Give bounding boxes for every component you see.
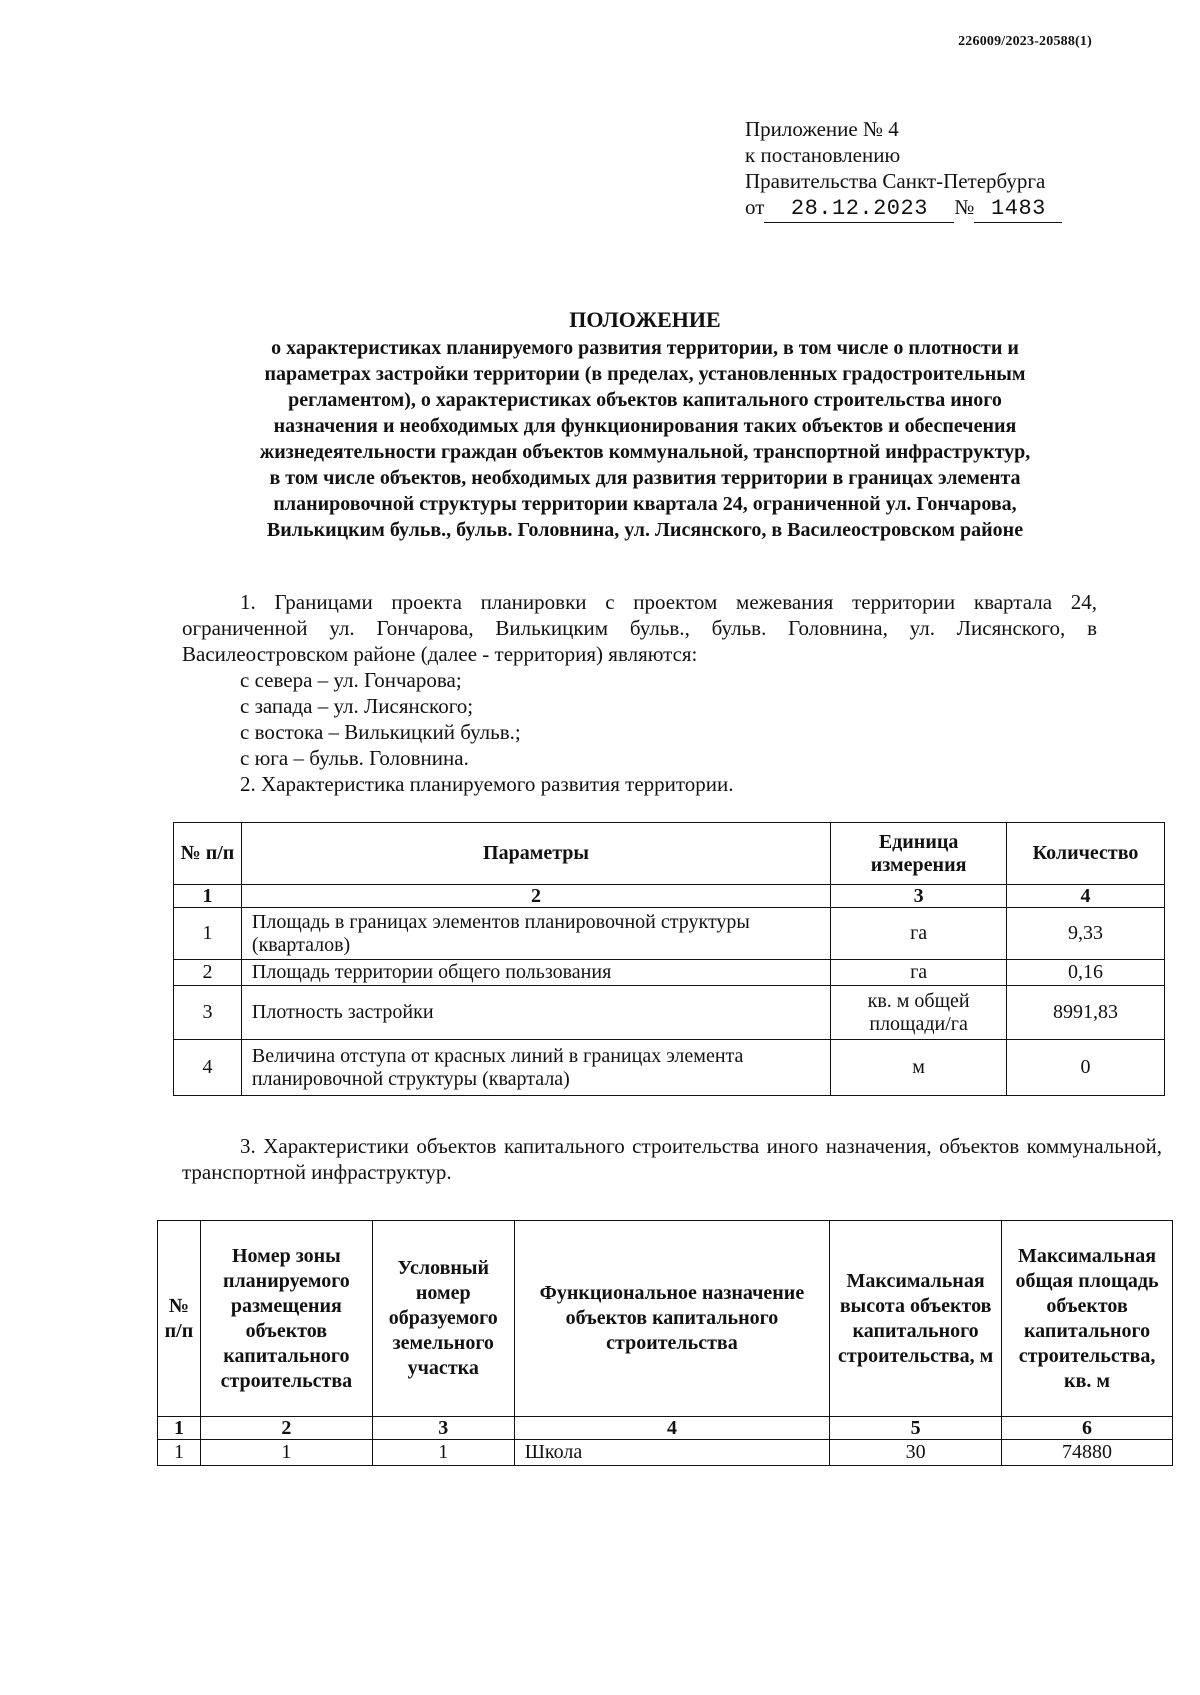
row-number: 1 bbox=[158, 1440, 201, 1466]
column-number: 2 bbox=[241, 885, 830, 908]
row-purpose: Школа bbox=[514, 1440, 829, 1466]
decree-number: 1483 bbox=[974, 196, 1062, 223]
column-number: 4 bbox=[1007, 885, 1165, 908]
section-2-paragraph: 2. Характеристика планируемого развития территории. bbox=[240, 772, 734, 796]
boundary-north: с севера – ул. Гончарова; bbox=[240, 668, 462, 692]
title-heading: ПОЛОЖЕНИЕ bbox=[569, 307, 721, 332]
row-number: 2 bbox=[174, 960, 242, 986]
column-number: 5 bbox=[830, 1417, 1002, 1440]
title-line: планировочной структуры территории квартала 24, ограниченной ул. Гончарова, bbox=[273, 493, 1017, 515]
number-label: № bbox=[954, 195, 975, 219]
row-parameter: Плотность застройки bbox=[241, 986, 830, 1040]
table-row bbox=[174, 908, 1165, 960]
column-numbering-row bbox=[158, 1417, 1173, 1440]
row-quantity: 9,33 bbox=[1007, 908, 1165, 960]
row-parameter: Площадь территории общего пользования bbox=[241, 960, 830, 986]
appendix-line-2: к постановлению bbox=[745, 143, 901, 167]
boundary-east: с востока – Вилькицкий бульв.; bbox=[240, 720, 521, 744]
development-parameters-table bbox=[173, 822, 1165, 1096]
document-title bbox=[195, 305, 1095, 543]
title-line: жизнедеятельности граждан объектов коммунальной, транспортной инфраструктур, bbox=[259, 441, 1031, 463]
col-header-number: № п/п bbox=[174, 823, 242, 885]
column-number: 3 bbox=[831, 885, 1007, 908]
col-header-plot: Условный номер образуемого земельного участка bbox=[372, 1221, 514, 1417]
title-line: параметрах застройки территории (в пределах, установленных градостроительным bbox=[264, 363, 1026, 385]
title-line: в том числе объектов, необходимых для развития территории в границах элемента bbox=[269, 467, 1021, 489]
row-unit: га bbox=[831, 908, 1007, 960]
appendix-date-number-line bbox=[745, 194, 1062, 223]
column-number: 3 bbox=[372, 1417, 514, 1440]
table-header-row bbox=[158, 1221, 1173, 1417]
appendix-line-1: Приложение № 4 bbox=[745, 117, 899, 141]
row-unit: кв. м общей площади/га bbox=[831, 986, 1007, 1040]
title-line: Вилькицким бульв., бульв. Головнина, ул. Лисянского, в Василеостровском районе bbox=[266, 519, 1024, 541]
row-max-area: 74880 bbox=[1002, 1440, 1173, 1466]
row-quantity: 0,16 bbox=[1007, 960, 1165, 986]
table-row bbox=[174, 1040, 1165, 1096]
title-line: регламентом), о характеристиках объектов капитального строительства иного bbox=[288, 389, 1002, 411]
section-3-paragraph: 3. Характеристики объектов капитального строительства иного назначения, объектов коммунальной, транспортной инфраструктур. bbox=[182, 1134, 1162, 1184]
capital-construction-table bbox=[157, 1220, 1173, 1466]
row-quantity: 8991,83 bbox=[1007, 986, 1165, 1040]
row-max-height: 30 bbox=[830, 1440, 1002, 1466]
table-row bbox=[158, 1440, 1173, 1466]
appendix-block bbox=[745, 116, 1062, 223]
decree-date: 28.12.2023 bbox=[764, 196, 954, 223]
col-header-purpose: Функциональное назначение объектов капитального строительства bbox=[514, 1221, 829, 1417]
row-unit: м bbox=[831, 1040, 1007, 1096]
boundaries-list bbox=[240, 667, 734, 797]
row-number: 1 bbox=[174, 908, 242, 960]
row-parameter: Площадь в границах элементов планировочной структуры (кварталов) bbox=[241, 908, 830, 960]
table-row bbox=[174, 960, 1165, 986]
title-line: назначения и необходимых для функционирования таких объектов и обеспечения bbox=[273, 415, 1017, 437]
row-number: 3 bbox=[174, 986, 242, 1040]
column-number: 6 bbox=[1002, 1417, 1173, 1440]
boundary-west: с запада – ул. Лисянского; bbox=[240, 694, 474, 718]
column-numbering-row bbox=[174, 885, 1165, 908]
col-header-quantity: Количество bbox=[1007, 823, 1165, 885]
table-header-row bbox=[174, 823, 1165, 885]
table-row bbox=[174, 986, 1165, 1040]
col-header-unit: Единица измерения bbox=[831, 823, 1007, 885]
column-number: 4 bbox=[514, 1417, 829, 1440]
col-header-max-area: Максимальная общая площадь объектов капитального строительства, кв. м bbox=[1002, 1221, 1173, 1417]
column-number: 1 bbox=[158, 1417, 201, 1440]
row-quantity: 0 bbox=[1007, 1040, 1165, 1096]
row-zone: 1 bbox=[200, 1440, 372, 1466]
document-registration-number: 226009/2023-20588(1) bbox=[958, 34, 1092, 49]
boundary-south: с юга – бульв. Головнина. bbox=[240, 746, 469, 770]
title-line: о характеристиках планируемого развития территории, в том числе о плотности и bbox=[271, 337, 1019, 359]
col-header-zone: Номер зоны планируемого размещения объектов капитального строительства bbox=[200, 1221, 372, 1417]
column-number: 1 bbox=[174, 885, 242, 908]
column-number: 2 bbox=[200, 1417, 372, 1440]
col-header-number: № п/п bbox=[158, 1221, 201, 1417]
row-unit: га bbox=[831, 960, 1007, 986]
row-number: 4 bbox=[174, 1040, 242, 1096]
row-parameter: Величина отступа от красных линий в границах элемента планировочной структуры (квартала) bbox=[241, 1040, 830, 1096]
col-header-max-height: Максимальная высота объектов капитального строительства, м bbox=[830, 1221, 1002, 1417]
appendix-line-3: Правительства Санкт-Петербурга bbox=[745, 169, 1046, 193]
row-plot: 1 bbox=[372, 1440, 514, 1466]
section-1-paragraph: 1. Границами проекта планировки с проектом межевания территории квартала 24, ограниченной ул. Гончарова, Вилькицким бульв., бульв. Головнина, ул. Лисянского, в Василеостровском районе (далее - территория) являются: bbox=[182, 590, 1097, 666]
col-header-parameters: Параметры bbox=[241, 823, 830, 885]
from-label: от bbox=[745, 195, 765, 219]
